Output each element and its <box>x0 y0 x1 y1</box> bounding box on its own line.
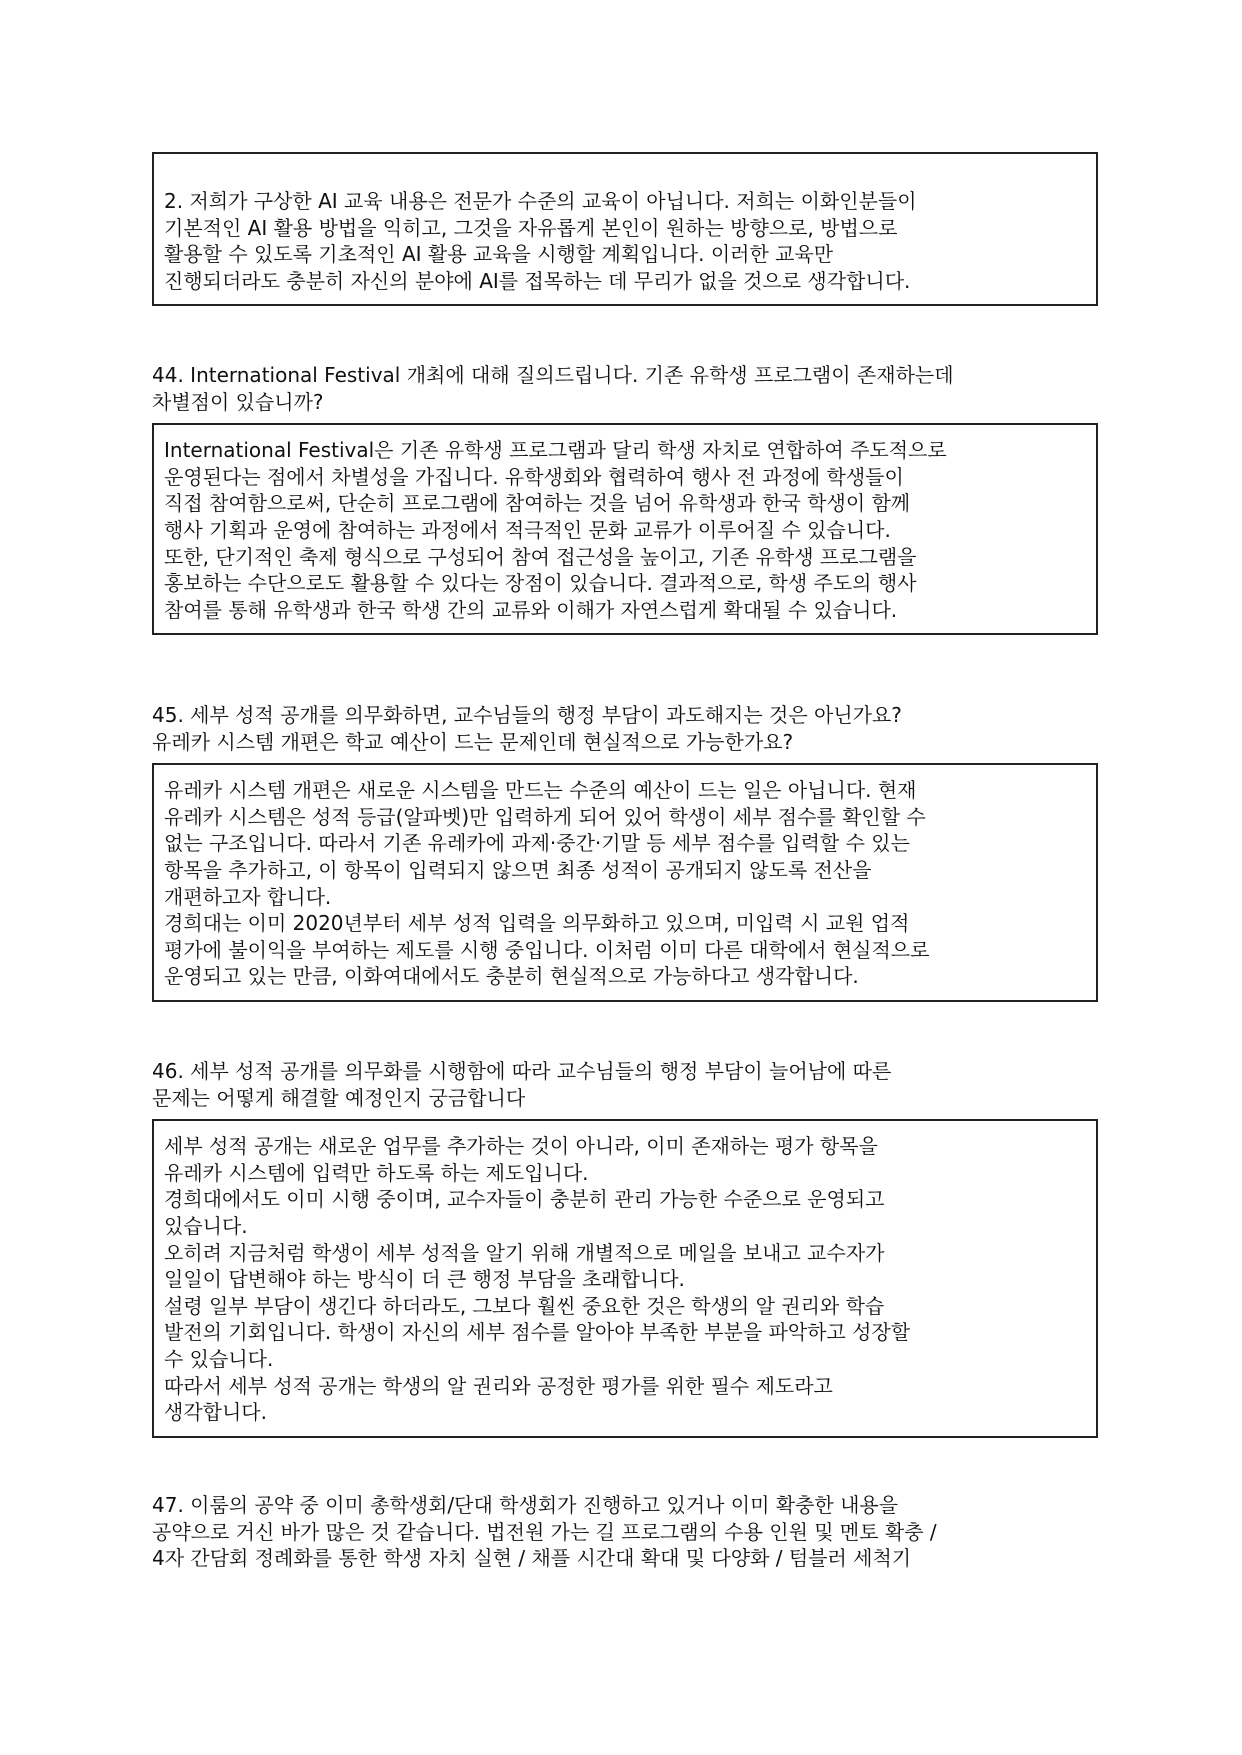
question-text: 46. 세부 성적 공개를 의무화를 시행함에 따라 교수님들의 행정 부담이 늘어남에 따른 문제는 어떻게 해결할 예정인지 궁금합니다 <box>152 1059 892 1110</box>
answer-box <box>152 423 1098 635</box>
answer-line: 설령 일부 부담이 생긴다 하더라도, 그보다 훨씬 중요한 것은 학생의 알 권리와 학습 <box>164 1293 885 1318</box>
answer-line: 진행되더라도 충분히 자신의 분야에 AI를 접목하는 데 무리가 없을 것으로 생각합니다. <box>164 268 911 293</box>
answer-line: 있습니다. <box>164 1213 248 1238</box>
answer-line: 평가에 불이익을 부여하는 제도를 시행 중입니다. 이처럼 이미 다른 대학에서 현실적으로 <box>164 937 930 962</box>
answer-box <box>152 1119 1098 1438</box>
answer-line: 기본적인 AI 활용 방법을 익히고, 그것을 자유롭게 본인이 원하는 방향으로, 방법으로 <box>164 215 898 240</box>
qa-block-44 <box>152 362 1098 635</box>
answer-line: 경희대는 이미 2020년부터 세부 성적 입력을 의무화하고 있으며, 미입력 시 교원 업적 <box>164 911 910 936</box>
answer-line: 항목을 추가하고, 이 항목이 입력되지 않으면 최종 성적이 공개되지 않도록 전산을 <box>164 857 872 882</box>
answer-line: 발전의 기회입니다. 학생이 자신의 세부 점수를 알아야 부족한 부분을 파악하고 성장할 <box>164 1320 911 1345</box>
qa-block-47 <box>152 1492 1098 1580</box>
answer-line: 2. 저희가 구상한 AI 교육 내용은 전문가 수준의 교육이 아닙니다. 저희는 이화인분들이 <box>164 189 917 213</box>
answer-line: 세부 성적 공개는 새로운 업무를 추가하는 것이 아니라, 이미 존재하는 평가 항목을 <box>164 1134 878 1159</box>
answer-line: 개편하고자 합니다. <box>164 884 332 909</box>
answer-line: 홍보하는 수단으로도 활용할 수 있다는 장점이 있습니다. 결과적으로, 학생 주도의 행사 <box>164 571 917 596</box>
answer-line: 참여를 통해 유학생과 한국 학생 간의 교류와 이해가 자연스럽게 확대될 수 있습니다. <box>164 597 898 622</box>
answer-line: 경희대에서도 이미 시행 중이며, 교수자들이 충분히 관리 가능한 수준으로 운영되고 <box>164 1187 885 1212</box>
qa-block-45 <box>152 702 1098 1002</box>
question-text: 47. 이룸의 공약 중 이미 총학생회/단대 학생회가 진행하고 있거나 이미 확충한 내용을 공약으로 거신 바가 많은 것 같습니다. 법전원 가는 길 프로그램의 수용 인원 및 멘토 확충 / 4자 간담회 정례화를 통한 학생 자치 실현 / 채플 시간대 확대 및 다양화 / 텀블러 세척기 <box>152 1493 937 1571</box>
qa-block-46 <box>152 1058 1098 1438</box>
answer-line: 오히려 지금처럼 학생이 세부 성적을 알기 위해 개별적으로 메일을 보내고 교수자가 <box>164 1240 885 1265</box>
answer-line: 수 있습니다. <box>164 1346 274 1371</box>
answer-line: 활용할 수 있도록 기초적인 AI 활용 교육을 시행할 계획입니다. 이러한 교육만 <box>164 242 834 267</box>
answer-box <box>152 763 1098 1002</box>
answer-line: 운영되고 있는 만큼, 이화여대에서도 충분히 현실적으로 가능하다고 생각합니다. <box>164 964 859 989</box>
answer-line: 일일이 답변해야 하는 방식이 더 큰 행정 부담을 초래합니다. <box>164 1267 685 1292</box>
answer-line: 운영된다는 점에서 차별성을 가집니다. 유학생회와 협력하여 행사 전 과정에 학생들이 <box>164 464 904 489</box>
answer-line: 유레카 시스템 개편은 새로운 시스템을 만드는 수준의 예산이 드는 일은 아닙니다. 현재 <box>164 778 917 803</box>
answer-line: International Festival은 기존 유학생 프로그램과 달리 학생 자치로 연합하여 주도적으로 <box>164 438 947 463</box>
answer-line: 또한, 단기적인 축제 형식으로 구성되어 참여 접근성을 높이고, 기존 유학생 프로그램을 <box>164 544 917 569</box>
answer-line: 행사 기획과 운영에 참여하는 과정에서 적극적인 문화 교류가 이루어질 수 있습니다. <box>164 517 891 542</box>
question-text: 44. International Festival 개최에 대해 질의드립니다. 기존 유학생 프로그램이 존재하는데 차별점이 있습니까? <box>152 363 954 414</box>
answer-box <box>152 152 1098 306</box>
answer-line: 없는 구조입니다. 따라서 기존 유레카에 과제·중간·기말 등 세부 점수를 입력할 수 있는 <box>164 831 910 856</box>
answer-line: 유레카 시스템에 입력만 하도록 하는 제도입니다. <box>164 1160 589 1185</box>
answer-line: 생각합니다. <box>164 1400 267 1425</box>
qa-block-2 <box>152 152 1098 306</box>
answer-line: 따라서 세부 성적 공개는 학생의 알 권리와 공정한 평가를 위한 필수 제도라고 <box>164 1373 833 1398</box>
answer-line: 직접 참여함으로써, 단순히 프로그램에 참여하는 것을 넘어 유학생과 한국 학생이 함께 <box>164 491 911 516</box>
question-text: 45. 세부 성적 공개를 의무화하면, 교수님들의 행정 부담이 과도해지는 것은 아닌가요? 유레카 시스템 개편은 학교 예산이 드는 문제인데 현실적으로 가능한가요? <box>152 703 902 754</box>
answer-line: 유레카 시스템은 성적 등급(알파벳)만 입력하게 되어 있어 학생이 세부 점수를 확인할 수 <box>164 804 926 829</box>
